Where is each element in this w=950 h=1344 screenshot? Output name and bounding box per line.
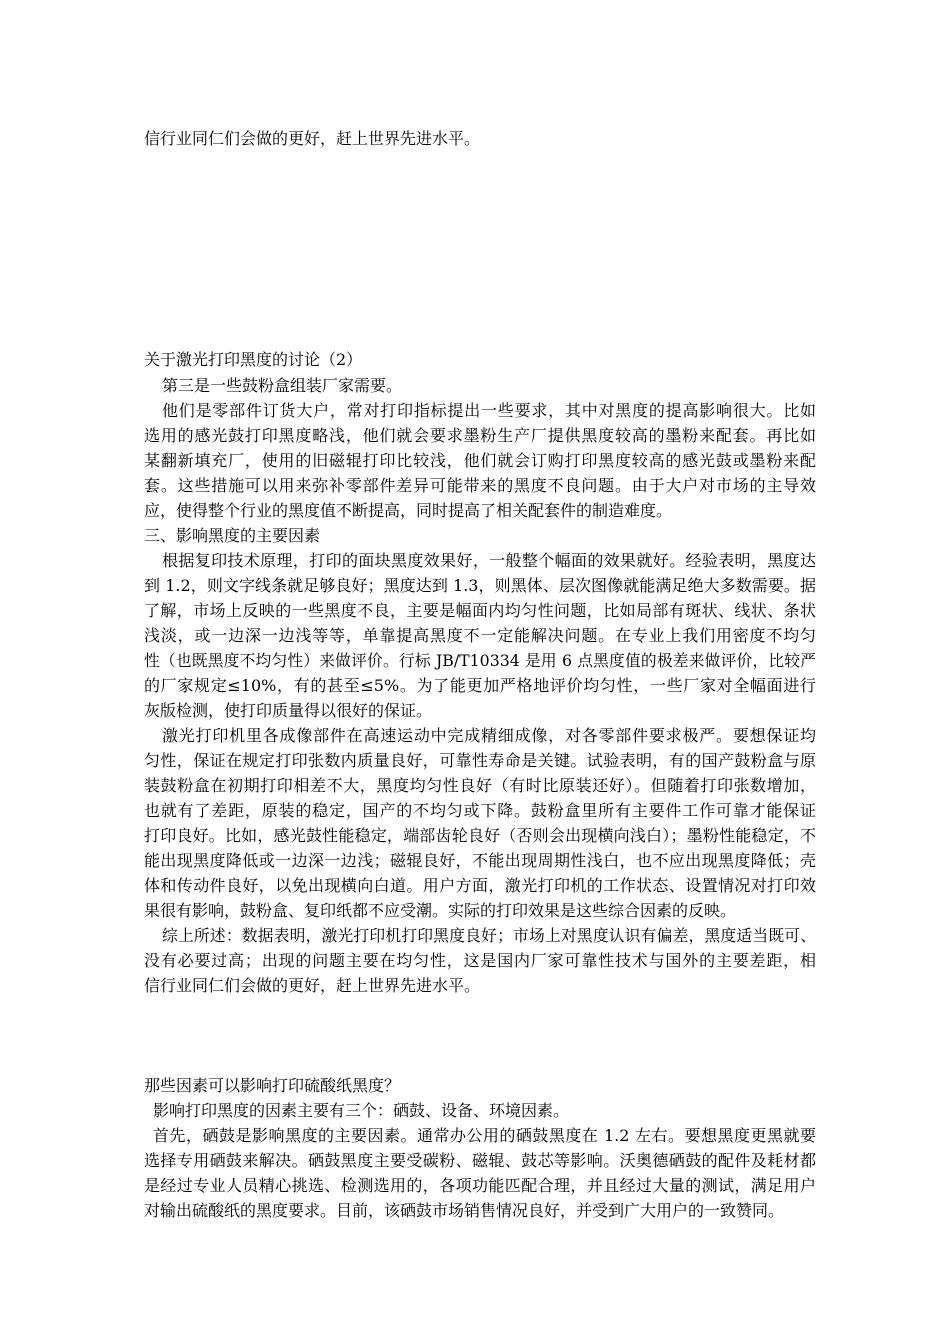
paragraph-line: 第三是一些鼓粉盒组装厂家需要。 (162, 376, 403, 395)
section-heading: 三、影响黑度的主要因素 (144, 526, 321, 545)
paragraph-line: 影响打印黑度的因素主要有三个：硒鼓、设备、环境因素。 (153, 1101, 570, 1120)
paragraph-line: 综上所述：数据表明，激光打印机打印黑度良好；市场上对黑度认识有偏差，黑度适当既可、 (162, 926, 816, 945)
paragraph-line: 选用的感光鼓打印黑度略浅，他们就会要求墨粉生产厂提供黑度较高的墨粉来配套。再比如 (144, 426, 816, 445)
section-title: 关于激光打印黑度的讨论（2） (144, 350, 363, 369)
paragraph-line: 应，使得整个行业的黑度值不断提高，同时提高了相关配套件的制造难度。 (144, 501, 673, 520)
paragraph-line: 是经过专业人员精心挑选、检测选用的，各项功能匹配合理，并且经过大量的测试，满足用户 (144, 1176, 816, 1195)
paragraph-line: 了解，市场上反映的一些黑度不良，主要是幅面内均匀性问题，比如局部有斑状、线状、条状 (144, 601, 816, 620)
section-title: 那些因素可以影响打印硫酸纸黑度？ (144, 1076, 401, 1095)
paragraph-line: 能出现黑度降低或一边深一边浅；磁辊良好，不能出现周期性浅白，也不应出现黑度降低；壳 (144, 851, 816, 870)
paragraph-line: 打印良好。比如，感光鼓性能稳定，端部齿轮良好（否则会出现横向浅白）；墨粉性能稳定，不 (144, 826, 816, 845)
paragraph-line: 的厂家规定≤10%，有的甚至≤5%。为了能更加严格地评价均匀性，一些厂家对全幅面进行 (144, 676, 816, 695)
paragraph-line: 激光打印机里各成像部件在高速运动中完成精细成像，对各零部件要求极严。要想保证均 (162, 726, 816, 745)
paragraph-line: 套。这些措施可以用来弥补零部件差异可能带来的黑度不良问题。由于大户对市场的主导效 (144, 476, 816, 495)
paragraph-line: 根据复印技术原理，打印的面块黑度效果好，一般整个幅面的效果就好。经验表明，黑度达 (162, 551, 816, 570)
paragraph-line: 灰版检测，使打印质量得以很好的保证。 (144, 701, 433, 720)
paragraph-line: 他们是零部件订货大户，常对打印指标提出一些要求，其中对黑度的提高影响很大。比如 (162, 401, 816, 420)
paragraph-line: 装鼓粉盒在初期打印相差不大，黑度均匀性良好（有时比原装还好）。但随着打印张数增加， (144, 776, 816, 795)
paragraph-line: 性（也既黑度不均匀性）来做评价。行标 JB/T10334 是用 6 点黑度值的极差来做评价，比较严 (144, 651, 816, 670)
paragraph-line: 到 1.2，则文字线条就足够良好；黑度达到 1.3，则黑体、层次图像就能满足绝大多数需要。据 (144, 576, 816, 595)
paragraph-line: 浅淡，或一边深一边浅等等，单靠提高黑度不一定能解决问题。在专业上我们用密度不均匀 (144, 626, 816, 645)
paragraph-line: 选择专用硒鼓来解决。硒鼓黑度主要受碳粉、磁辊、鼓芯等影响。沃奥德硒鼓的配件及耗材都 (144, 1151, 816, 1170)
paragraph-line: 果很有影响，鼓粉盒、复印纸都不应受潮。实际的打印效果是这些综合因素的反映。 (144, 901, 737, 920)
carryover-line: 信行业同仁们会做的更好，赶上世界先进水平。 (144, 129, 481, 148)
paragraph-line: 没有必要过高；出现的问题主要在均匀性，这是国内厂家可靠性技术与国外的主要差距，相 (144, 951, 816, 970)
paragraph-line: 也就有了差距，原装的稳定，国产的不均匀或下降。鼓粉盒里所有主要件工作可靠才能保证 (144, 801, 816, 820)
paragraph-line: 首先，硒鼓是影响黑度的主要因素。通常办公用的硒鼓黑度在 1.2 左右。要想黑度更黑就要 (153, 1126, 816, 1145)
paragraph-line: 某翻新填充厂，使用的旧磁辊打印比较浅，他们就会订购打印黑度较高的感光鼓或墨粉来配 (144, 451, 816, 470)
paragraph-line: 体和传动件良好，以免出现横向白道。用户方面，激光打印机的工作状态、设置情况对打印效 (144, 876, 816, 895)
paragraph-line: 信行业同仁们会做的更好，赶上世界先进水平。 (144, 976, 481, 995)
paragraph-line: 匀性，保证在规定打印张数内质量良好，可靠性寿命是关键。试验表明，有的国产鼓粉盒与原 (144, 751, 816, 770)
paragraph-line: 对输出硫酸纸的黑度要求。目前，该硒鼓市场销售情况良好，并受到广大用户的一致赞同。 (144, 1201, 785, 1220)
